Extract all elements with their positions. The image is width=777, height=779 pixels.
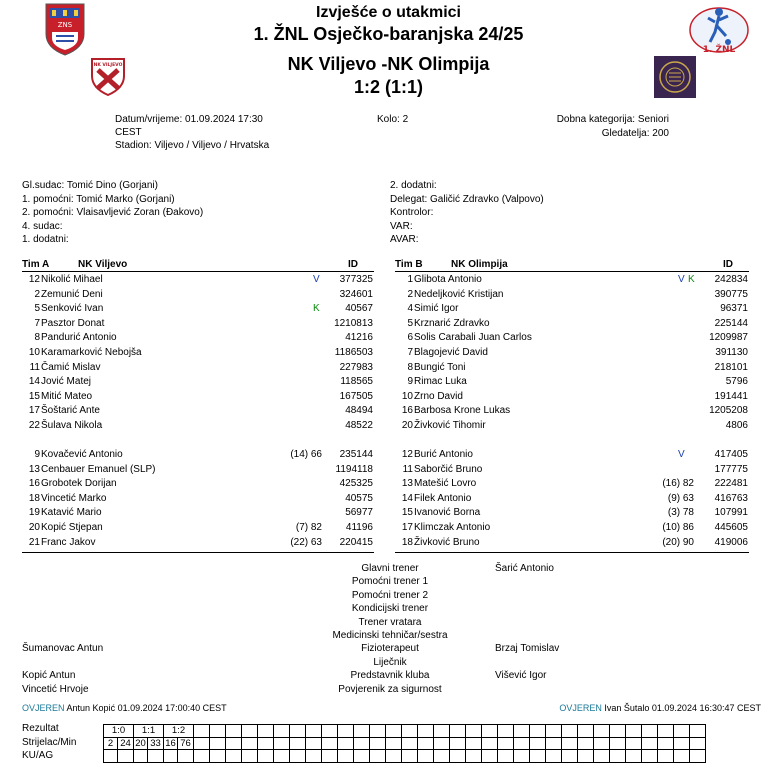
home-verified-status: OVJEREN [22, 703, 65, 713]
ku-ag-cell [434, 750, 450, 763]
result-label: Rezultat [22, 723, 59, 734]
scorer-cell [242, 737, 258, 750]
player-id: 1194118 [335, 463, 373, 475]
ku-ag-cell [594, 750, 610, 763]
player-name: Živković Bruno [414, 536, 480, 548]
official-line: Kontrolor: [390, 207, 434, 218]
player-id: 40567 [345, 303, 373, 315]
player-name: Matešić Lovro [414, 478, 477, 490]
player-number: 2 [34, 288, 40, 300]
player-id: 227983 [339, 361, 373, 373]
ku-ag-cell [338, 750, 354, 763]
ku-ag-cell [164, 750, 178, 763]
home-staff-name: Vincetić Hrvoje [22, 683, 89, 695]
scorer-cell [658, 737, 674, 750]
player-name: Burić Antonio [414, 449, 473, 460]
ku-ag-cell [402, 750, 418, 763]
player-name: Klimczak Antonio [414, 522, 491, 533]
scorer-cell [642, 737, 658, 750]
scorer-cell [482, 737, 498, 750]
result-cell [674, 725, 690, 738]
svg-text:NK VILJEVO: NK VILJEVO [93, 63, 123, 68]
ku-ag-cell [274, 750, 290, 763]
scorer-cell [546, 737, 562, 750]
result-cell [226, 725, 242, 738]
result-cell [338, 725, 354, 738]
scorer-label: Strijelac/Min [22, 737, 77, 748]
player-id: 191441 [714, 390, 748, 402]
player-number: 21 [28, 536, 40, 548]
player-number: 14 [28, 376, 40, 388]
player-id: 391130 [715, 347, 748, 358]
player-id: 4806 [725, 420, 748, 431]
scorer-cell [258, 737, 274, 750]
player-name: Pasztor Donat [41, 317, 105, 329]
ku-ag-cell [370, 750, 386, 763]
svg-text:ZNS: ZNS [57, 21, 73, 29]
player-id: 107991 [714, 507, 748, 519]
staff-role: Predstavnik kluba [350, 670, 430, 682]
player-name: Solis Carabali Juan Carlos [414, 332, 532, 344]
result-cell [610, 725, 626, 738]
scorer-cell [498, 737, 514, 750]
scorer-cell [386, 737, 402, 750]
score-progress-table [103, 724, 706, 763]
player-number: 6 [407, 332, 413, 344]
player-name: Rimac Luka [414, 376, 467, 388]
spectators: Gledatelja: 200 [601, 128, 669, 139]
result-cell [658, 725, 674, 738]
result-cell [594, 725, 610, 738]
player-name: Vincetić Marko [41, 492, 107, 504]
player-name: Kovačević Antonio [41, 449, 123, 460]
ku-ag-cell [466, 750, 482, 763]
result-cell [626, 725, 642, 738]
player-id: 48494 [345, 405, 373, 417]
result-cell: 1:1 [134, 725, 164, 738]
player-number: 8 [34, 332, 40, 344]
player-number: 22 [28, 420, 40, 431]
scorer-cell [226, 737, 242, 750]
player-id: 390775 [714, 288, 748, 300]
result-cell [642, 725, 658, 738]
ku-ag-cell [674, 750, 690, 763]
result-cell [242, 725, 258, 738]
player-number: 18 [401, 536, 413, 548]
player-id: 218101 [714, 361, 748, 373]
player-name: Blagojević David [414, 347, 488, 358]
scorer-cell [322, 737, 338, 750]
player-number: 19 [28, 507, 40, 519]
away-verification [559, 703, 761, 713]
player-name: Filek Antonio [414, 492, 472, 504]
ku-ag-cell [530, 750, 546, 763]
away-verified-status: OVJEREN [559, 703, 602, 713]
player-id: 324601 [339, 288, 373, 300]
result-cell [386, 725, 402, 738]
home-verification [22, 703, 227, 713]
scorer-cell [370, 737, 386, 750]
player-id: 96371 [720, 303, 748, 315]
result-cell [530, 725, 546, 738]
player-id: 118565 [340, 376, 373, 388]
official-line: VAR: [390, 220, 413, 232]
player-id: 222481 [714, 478, 748, 490]
player-number: 2 [407, 288, 413, 300]
player-name: Krznarić Zdravko [414, 317, 490, 329]
ku-ag-cell [178, 750, 194, 763]
player-id: 417405 [714, 449, 748, 460]
scorer-cell [578, 737, 594, 750]
player-number: 15 [28, 390, 40, 402]
result-cell [690, 725, 706, 738]
scorer-cell [514, 737, 530, 750]
result-cell [210, 725, 226, 738]
player-id: 167505 [339, 390, 373, 402]
player-number: 7 [34, 317, 40, 329]
player-number: 7 [407, 347, 413, 358]
player-id: 377325 [339, 274, 373, 285]
result-cell: 1:0 [104, 725, 134, 738]
away-staff-name: Šarić Antonio [495, 563, 554, 574]
svg-text:1. ŽNL: 1. ŽNL [702, 45, 736, 55]
ku-ag-cell [322, 750, 338, 763]
official-line: 1. dodatni: [22, 234, 69, 245]
home-staff-name: Kopić Antun [22, 670, 76, 682]
scorer-cell: 16 [165, 737, 176, 749]
ku-ag-label: KU/AG [22, 750, 54, 761]
result-cell: 1:2 [164, 725, 194, 738]
ku-ag-cell [306, 750, 322, 763]
scorer-cell [338, 737, 354, 750]
scorer-cell [290, 737, 306, 750]
ku-ag-cell [642, 750, 658, 763]
match-title: NK Viljevo -NK Olimpija [287, 54, 490, 74]
ku-ag-cell [258, 750, 274, 763]
scorer-cell [194, 737, 210, 750]
player-name: Pandurić Antonio [41, 332, 117, 344]
player-name: Simić Igor [414, 303, 459, 315]
substitution-info: (22) 63 [290, 536, 322, 548]
player-name: Cenbauer Emanuel (SLP) [41, 463, 156, 475]
player-name: Senković Ivan [41, 303, 104, 315]
scorer-cell [210, 737, 226, 750]
player-name: Šoštarić Ante [41, 405, 100, 417]
player-name: Katavić Mario [41, 507, 102, 519]
scorer-cell [418, 737, 434, 750]
scorer-cell [594, 737, 610, 750]
team-b-name: NK Olimpija [451, 259, 508, 270]
scorer-cell [306, 737, 322, 750]
league-title: 1. ŽNL Osječko-baranjska 24/25 [253, 24, 524, 44]
player-number: 9 [407, 376, 413, 388]
official-line: Gl.sudac: Tomić Dino (Gorjani) [22, 180, 158, 191]
player-number: 17 [28, 405, 40, 417]
home-verified-text: Antun Kopić 01.09.2024 17:00:40 CEST [66, 703, 227, 713]
substitution-info: (10) 86 [662, 522, 694, 533]
scorer-cell [690, 737, 706, 750]
player-role-mark: K [313, 303, 320, 315]
player-id: 242834 [714, 274, 748, 285]
player-number: 15 [401, 507, 413, 519]
scorer-cell: 33 [148, 737, 164, 750]
match-stadium: Stadion: Viljevo / Viljevo / Hrvatska [115, 140, 270, 151]
ku-ag-cell [290, 750, 306, 763]
result-cell [514, 725, 530, 738]
player-name: Franc Jakov [41, 536, 96, 548]
official-line: 4. sudac: [22, 220, 63, 232]
result-cell [434, 725, 450, 738]
player-name: Saborčić Bruno [414, 463, 483, 475]
scorer-cell [626, 737, 642, 750]
player-id: 1186503 [334, 347, 373, 358]
ku-ag-cell [148, 750, 164, 763]
official-line: 2. dodatni: [390, 180, 437, 191]
ku-ag-cell [354, 750, 370, 763]
age-category: Dobna kategorija: Seniori [556, 114, 669, 125]
player-id: 41216 [345, 332, 373, 344]
player-number: 12 [401, 449, 413, 460]
player-role-mark: V [313, 274, 320, 285]
result-cell [562, 725, 578, 738]
staff-role: Povjerenik za sigurnost [338, 683, 442, 695]
scorer-cell [354, 737, 370, 750]
player-id: 48522 [345, 420, 373, 431]
player-name: Karamarković Nebojša [41, 347, 142, 358]
player-number: 4 [407, 303, 413, 315]
result-cell [194, 725, 210, 738]
substitution-info: (20) 90 [662, 536, 694, 548]
match-round: Kolo: 2 [377, 114, 409, 125]
player-id: 220415 [339, 536, 373, 548]
player-number: 8 [407, 361, 413, 373]
substitution-info: (16) 82 [662, 478, 694, 490]
player-name: Čamić Mislav [41, 361, 101, 373]
team-a-id-header: ID [348, 259, 358, 270]
match-score: 1:2 (1:1) [353, 77, 424, 97]
match-datetime: Datum/vrijeme: 01.09.2024 17:30 [115, 114, 263, 125]
report-title: Izvješće o utakmici [316, 4, 461, 21]
scorer-cell [674, 737, 690, 750]
scorer-cell [466, 737, 482, 750]
official-line: Delegat: Galičić Zdravko (Valpovo) [390, 193, 544, 205]
player-number: 13 [401, 478, 413, 490]
ku-ag-cell [242, 750, 258, 763]
team-a-label: Tim A [22, 259, 50, 270]
ku-ag-cell [386, 750, 402, 763]
result-cell [498, 725, 514, 738]
ku-ag-cell [104, 750, 118, 763]
result-cell [322, 725, 338, 738]
player-id: 225144 [714, 317, 748, 329]
ku-ag-cell [450, 750, 466, 763]
team-a-name: NK Viljevo [78, 259, 128, 270]
official-line: 2. pomoćni: Vlaisavljević Zoran (Đakovo) [22, 207, 204, 218]
player-name: Šulava Nikola [41, 420, 103, 431]
ku-ag-cell [118, 750, 134, 763]
scorer-cell [402, 737, 418, 750]
ku-ag-cell [134, 750, 148, 763]
ku-ag-cell [482, 750, 498, 763]
team-b-id-header: ID [723, 259, 733, 270]
ku-ag-cell [626, 750, 642, 763]
scorer-cell [530, 737, 546, 750]
home-staff-name: Šumanovac Antun [22, 643, 104, 655]
scorer-cell: 2 [104, 737, 118, 750]
ku-ag-cell [498, 750, 514, 763]
substitution-info: (3) 78 [667, 507, 694, 519]
player-id: 1205208 [709, 405, 748, 417]
player-id: 419006 [714, 536, 748, 548]
player-number: 10 [28, 347, 40, 358]
player-id: 235144 [339, 449, 373, 460]
result-cell [482, 725, 498, 738]
player-name: Nedeljković Kristijan [414, 288, 504, 300]
ku-ag-cell [514, 750, 530, 763]
substitution-info: (14) 66 [290, 449, 322, 460]
player-name: Bungić Toni [414, 361, 466, 373]
player-number: 12 [28, 274, 40, 285]
player-number: 20 [28, 522, 40, 533]
player-id: 425325 [339, 478, 373, 490]
player-role-mark: K [688, 274, 695, 285]
player-name: Kopić Stjepan [41, 522, 103, 533]
player-id: 40575 [345, 492, 373, 504]
player-number: 11 [29, 361, 40, 373]
player-number: 9 [34, 449, 40, 460]
match-timezone: CEST [115, 127, 142, 138]
away-staff-name: Brzaj Tomislav [495, 643, 560, 655]
result-cell [258, 725, 274, 738]
scorer-cell [562, 737, 578, 750]
result-cell [274, 725, 290, 738]
ku-ag-cell [610, 750, 626, 763]
player-name: Ivanović Borna [414, 507, 481, 519]
result-cell [450, 725, 466, 738]
team-b-label: Tim B [395, 259, 423, 270]
player-number: 11 [402, 463, 413, 475]
player-number: 20 [401, 420, 413, 431]
player-name: Grobotek Dorijan [41, 478, 117, 490]
player-id: 56977 [345, 507, 373, 519]
player-number: 5 [407, 317, 413, 329]
result-cell [578, 725, 594, 738]
player-number: 16 [28, 478, 40, 490]
player-id: 5796 [725, 376, 748, 388]
scorer-cell: 76 [178, 737, 194, 750]
ku-ag-cell [546, 750, 562, 763]
player-role-mark: V [678, 449, 685, 460]
player-role-mark: V [678, 274, 685, 285]
scorer-cell [274, 737, 290, 750]
result-cell [354, 725, 370, 738]
official-line: AVAR: [390, 234, 419, 245]
player-name: Barbosa Krone Lukas [414, 405, 511, 417]
staff-role: Pomoćni trener 1 [351, 576, 429, 588]
staff-role: Trener vratara [358, 616, 422, 628]
player-number: 10 [401, 390, 413, 402]
player-name: Zrno David [414, 390, 463, 402]
result-cell [306, 725, 322, 738]
scorer-cell [610, 737, 626, 750]
player-number: 18 [28, 492, 40, 504]
player-id: 445605 [714, 522, 748, 533]
player-number: 14 [401, 492, 413, 504]
player-name: Mitić Mateo [41, 390, 93, 402]
player-name: Glibota Antonio [414, 274, 482, 285]
ku-ag-cell [578, 750, 594, 763]
result-cell [546, 725, 562, 738]
result-cell [290, 725, 306, 738]
player-number: 5 [34, 303, 40, 315]
player-id: 1210813 [334, 317, 373, 329]
ku-ag-cell [226, 750, 242, 763]
player-number: 17 [401, 522, 413, 533]
scorer-cell [450, 737, 466, 750]
staff-role: Fizioterapeut [361, 643, 419, 655]
player-number: 13 [28, 463, 40, 475]
ku-ag-cell [562, 750, 578, 763]
player-number: 1 [407, 274, 413, 285]
result-cell [402, 725, 418, 738]
scorer-cell [434, 737, 450, 750]
player-id: 416763 [714, 492, 748, 504]
staff-role: Kondicijski trener [351, 603, 429, 615]
result-cell [370, 725, 386, 738]
player-name: Nikolić Mihael [41, 274, 103, 285]
ku-ag-cell [194, 750, 210, 763]
player-name: Jović Matej [41, 376, 92, 388]
official-line: 1. pomoćni: Tomić Marko (Gorjani) [22, 193, 175, 205]
player-id: 1209987 [709, 332, 748, 344]
player-name: Živković Tihomir [414, 420, 486, 431]
scorer-cell: 24 [118, 737, 134, 750]
result-cell [418, 725, 434, 738]
staff-role: Medicinski tehničar/sestra [332, 630, 448, 641]
staff-role: Glavni trener [361, 563, 419, 574]
substitution-info: (9) 63 [667, 492, 694, 504]
ku-ag-cell [658, 750, 674, 763]
scorer-cell: 20 [135, 737, 146, 749]
player-name: Zemunić Deni [41, 288, 103, 300]
away-verified-text: Ivan Šutalo 01.09.2024 16:30:47 CEST [604, 703, 761, 713]
ku-ag-cell [690, 750, 706, 763]
substitution-info: (7) 82 [295, 522, 322, 533]
result-cell [466, 725, 482, 738]
player-id: 177775 [714, 463, 748, 475]
away-staff-name: Višević Igor [495, 670, 547, 682]
staff-role: Pomoćni trener 2 [351, 589, 429, 601]
player-id: 41196 [345, 522, 373, 533]
ku-ag-cell [418, 750, 434, 763]
player-number: 16 [401, 405, 413, 417]
ku-ag-cell [210, 750, 226, 763]
staff-role: Liječnik [373, 656, 407, 668]
